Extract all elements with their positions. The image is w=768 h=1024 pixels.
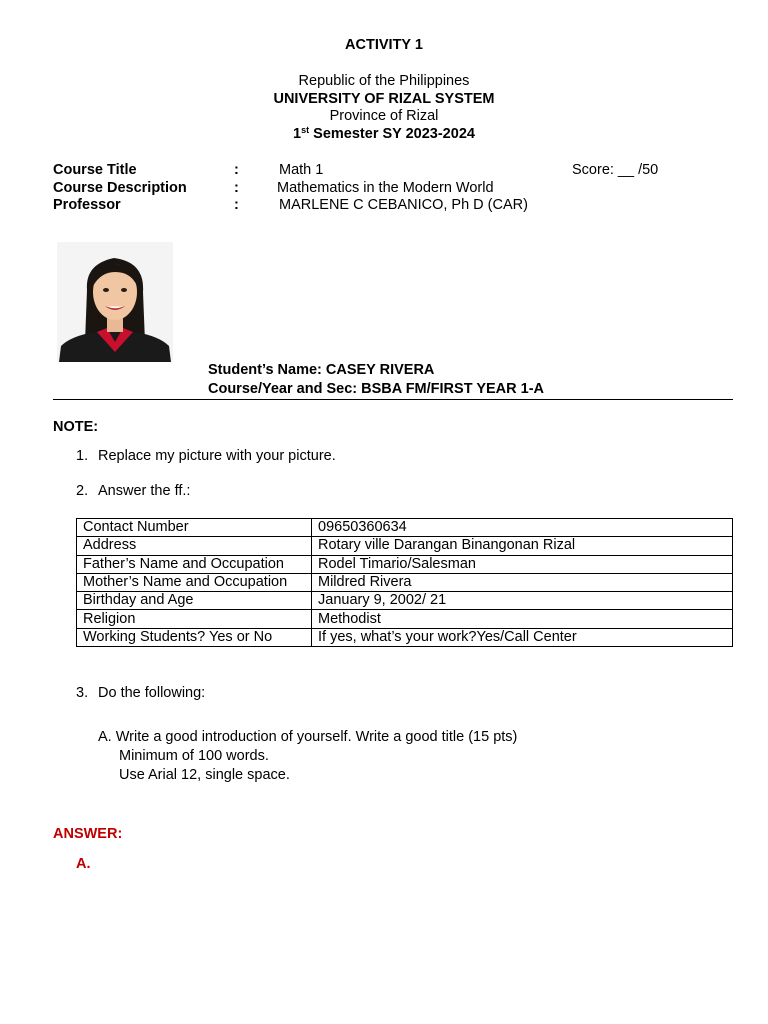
instruction-a: A. Write a good introduction of yourself. Write a good title (15 pts) — [98, 729, 518, 745]
course-description-value: Mathematics in the Modern World — [277, 180, 494, 196]
table-row — [77, 519, 733, 537]
answer-a-label: A. — [76, 856, 91, 872]
table-cell-label: Religion — [77, 610, 312, 628]
instruction-min-words: Minimum of 100 words. — [119, 748, 269, 764]
answer-heading: ANSWER: — [53, 826, 123, 842]
table-cell-value: Mildred Rivera — [312, 573, 733, 591]
republic-line: Republic of the Philippines — [298, 73, 470, 89]
note-item-2-text: Answer the ff.: — [98, 483, 191, 499]
table-cell-value: Rotary ville Darangan Binangonan Rizal — [312, 537, 733, 555]
table-cell-value: Rodel Timario/Salesman — [312, 555, 733, 573]
header-divider — [53, 399, 733, 400]
professor-colon: : — [234, 197, 239, 213]
course-title-value: Math 1 — [279, 162, 324, 178]
course-description-label: Course Description — [53, 180, 187, 196]
semester-text: Semester SY 2023-2024 — [309, 126, 475, 142]
table-row — [77, 555, 733, 573]
instruction-font-rule: Use Arial 12, single space. — [119, 767, 290, 783]
table-cell-label: Working Students? Yes or No — [77, 628, 312, 646]
student-name: Student’s Name: CASEY RIVERA — [208, 362, 435, 378]
student-course-year-section: Course/Year and Sec: BSBA FM/FIRST YEAR 1-A — [208, 381, 544, 397]
course-title-label: Course Title — [53, 162, 137, 178]
table-row — [77, 628, 733, 646]
course-description-colon: : — [234, 180, 239, 196]
table-row — [77, 537, 733, 555]
note-item-3-text: Do the following: — [98, 685, 206, 701]
province-line: Province of Rizal — [329, 108, 439, 124]
note-item-1-number: 1. — [76, 448, 89, 464]
table-row — [77, 592, 733, 610]
semester-ordinal: st — [301, 125, 310, 135]
note-item-2-number: 2. — [76, 483, 89, 499]
table-cell-value: 09650360634 — [312, 519, 733, 537]
professor-value: MARLENE C CEBANICO, Ph D (CAR) — [279, 197, 528, 213]
student-photo — [57, 242, 173, 362]
table-cell-label: Address — [77, 537, 312, 555]
table-cell-label: Father’s Name and Occupation — [77, 555, 312, 573]
note-item-3-number: 3. — [76, 685, 89, 701]
note-heading: NOTE: — [53, 419, 99, 435]
table-cell-value: If yes, what’s your work?Yes/Call Center — [312, 628, 733, 646]
table-row — [77, 610, 733, 628]
score-field: Score: __ /50 — [572, 162, 659, 178]
note-item-1-text: Replace my picture with your picture. — [98, 448, 336, 464]
semester-number: 1 — [293, 126, 302, 142]
university-name: UNIVERSITY OF RIZAL SYSTEM — [273, 91, 495, 107]
table-cell-label: Mother’s Name and Occupation — [77, 573, 312, 591]
table-cell-value: January 9, 2002/ 21 — [312, 592, 733, 610]
table-cell-label: Birthday and Age — [77, 592, 312, 610]
table-cell-label: Contact Number — [77, 519, 312, 537]
semester-line — [0, 126, 768, 143]
activity-title: ACTIVITY 1 — [345, 37, 423, 53]
student-info-table — [76, 518, 733, 647]
course-title-colon: : — [234, 162, 239, 178]
professor-label: Professor — [53, 197, 121, 213]
student-portrait-image — [57, 242, 173, 362]
table-row — [77, 573, 733, 591]
table-cell-value: Methodist — [312, 610, 733, 628]
